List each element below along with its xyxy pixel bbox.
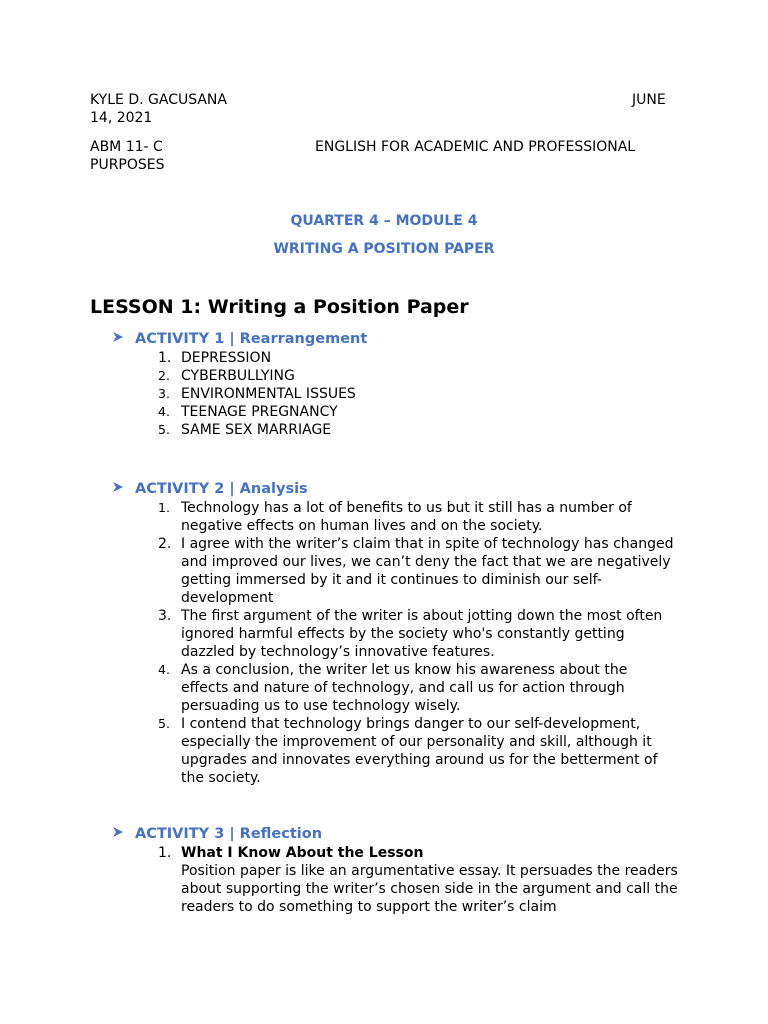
module-title: WRITING A POSITION PAPER [273,241,495,257]
list-item-text: DEPRESSION [181,350,272,366]
arrowhead-bullet-icon [112,481,135,497]
list-item: 3. The first argument of the writer is about jotting down the most often ignored harmful effects by the society who's constantly getting dazzled by technology’s innovative features. [158,608,663,660]
activity1-heading-text: ACTIVITY 1 | Rearrangement [135,331,368,347]
list-item: 3. ENVIRONMENTAL ISSUES [158,386,356,402]
list-item-text: The first argument of the writer is about jotting down the most often ignored harmful effects by the society who's constantly getting dazzled by technology’s innovative features. [181,608,663,660]
quarter-title: QUARTER 4 – MODULE 4 [290,213,478,229]
subject-part1: ENGLISH FOR ACADEMIC AND PROFESSIONAL [315,139,636,155]
list-item-text: CYBERBULLYING [181,368,295,384]
list-item-text: Technology has a lot of benefits to us but it still has a number of negative effects on human lives and on the society. [181,500,632,534]
section: ABM 11- C [90,139,163,155]
list-item: 2. CYBERBULLYING [158,368,295,384]
activity1-heading [112,331,367,347]
list-item-text: SAME SEX MARRIAGE [181,422,332,438]
arrowhead-bullet-icon [112,331,135,347]
reflection-item-text: Position paper is like an argumentative essay. It persuades the readers about supporting the writer’s chosen side in the argument and call the readers to do something to support the writer’s claim [181,863,678,915]
list-item-text: ENVIRONMENTAL ISSUES [181,386,356,402]
activity2-heading-text: ACTIVITY 2 | Analysis [135,481,308,497]
list-item: 1. What I Know About the Lesson Position paper is like an argumentative essay. It persuades the readers about supporting the writer’s chosen side in the argument and call the readers to do something to support the writer’s claim [158,845,678,915]
lesson-title: LESSON 1: Writing a Position Paper [90,296,469,318]
subject-part2: PURPOSES [90,157,165,173]
student-name: KYLE D. GACUSANA [90,92,227,108]
list-item: 4. TEENAGE PREGNANCY [158,404,338,420]
list-item-text: I contend that technology brings danger to our self-development, especially the improvement of our personality and skill, although it upgrades and innovates everything around us for the betterment of the society. [181,716,658,786]
list-item-text: I agree with the writer’s claim that in spite of technology has changed and improved our lives, we can’t deny the fact that we are negatively getting immersed by it and it continues to diminish our self-development [181,536,674,606]
activity1-list [158,349,681,439]
arrowhead-bullet-icon [112,826,135,842]
list-item: 1. DEPRESSION [158,350,272,366]
list-item-text: TEENAGE PREGNANCY [181,404,338,420]
activity2-heading [112,481,308,497]
list-item: 2. I agree with the writer’s claim that in spite of technology has changed and improved our lives, we can’t deny the fact that we are negatively getting immersed by it and it continues to diminish our self-development [158,536,674,606]
list-item: 5. I contend that technology brings danger to our self-development, especially the improvement of our personality and skill, although it upgrades and innovates everything around us for the betterment of the society. [158,716,658,786]
activity2-list [158,499,679,787]
list-item-text: As a conclusion, the writer let us know his awareness about the effects and nature of technology, and call us for action through persuading us to use technology wisely. [181,662,628,714]
date-part2: 14, 2021 [90,110,153,126]
date-part1: JUNE [632,92,666,108]
list-item: 4. As a conclusion, the writer let us know his awareness about the effects and nature of technology, and call us for action through persuading us to use technology wisely. [158,662,628,714]
activity3-heading-text: ACTIVITY 3 | Reflection [135,826,323,842]
list-item: 5. SAME SEX MARRIAGE [158,422,332,438]
activity3-heading [112,826,322,842]
list-item: 1. Technology has a lot of benefits to us but it still has a number of negative effects on human lives and on the society. [158,500,632,534]
activity3-list [158,844,679,916]
reflection-item-title: What I Know About the Lesson [181,845,424,861]
